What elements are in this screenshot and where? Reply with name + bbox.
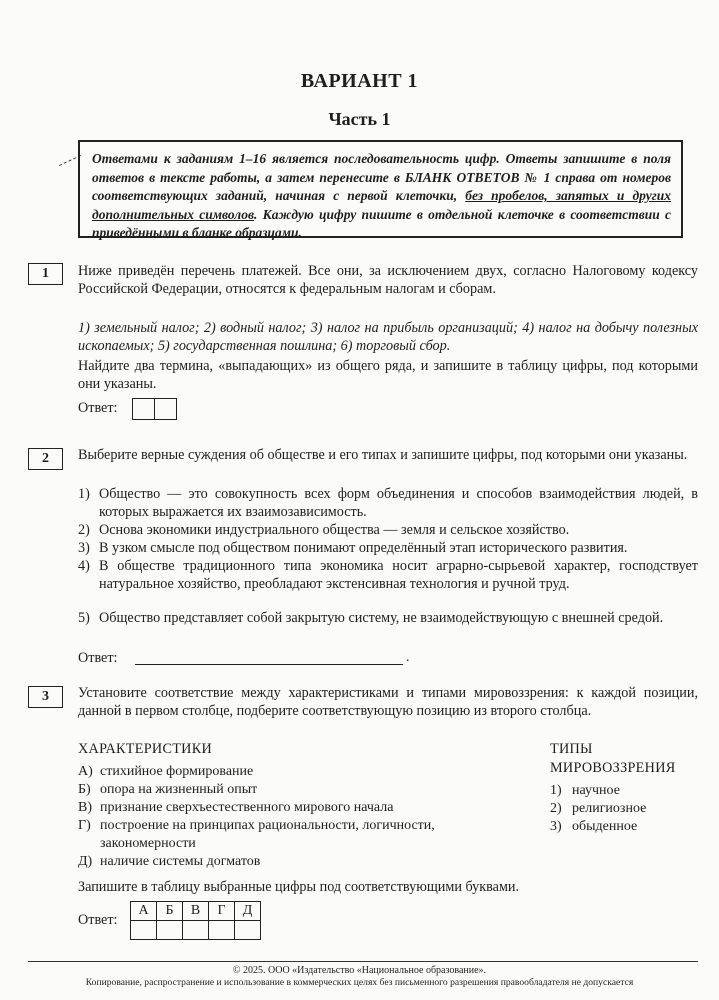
option-text: Общество представляет собой закрытую систему, не взаимодействующую с внешней средой. bbox=[99, 610, 664, 626]
task-1-answer-cell-2[interactable] bbox=[154, 398, 177, 420]
task-3-right-header-1: ТИПЫ bbox=[550, 741, 593, 757]
task-3-answer-table bbox=[130, 901, 261, 940]
task-3-number: 3 bbox=[28, 686, 63, 708]
task-2-intro: Выберите верные суждения об обществе и его типах и запишите цифры, под которыми они указаны. bbox=[78, 447, 688, 463]
item-letter: А) bbox=[78, 764, 93, 779]
instructions-text-a: Ответами к заданиям 1–16 является последовательность цифр. Ответы запишите в поля ответов в тексте работы, а затем перенесите в БЛАНК ОТВЕТОВ № 1 справа от номеров соответствующих заданий, начиная с первой клеточки, bbox=[92, 151, 671, 204]
left-item-b bbox=[78, 781, 528, 799]
instructions-text-b: . Каждую цифру пишите в отдельной клеточке в соответствии с приведёнными в бланке образцами. bbox=[92, 206, 671, 241]
footer-notice: Копирование, распространение и использование в коммерческих целях без письменного разрешения правообладателя не допускается bbox=[85, 977, 634, 988]
item-text: построение на принципах рациональности, логичности, закономерности bbox=[100, 818, 435, 851]
right-item-2 bbox=[550, 800, 700, 818]
task-1-number: 1 bbox=[28, 263, 63, 285]
task-2-option-1 bbox=[78, 485, 698, 521]
task-3-right-header-2: МИРОВОЗЗРЕНИЯ bbox=[550, 760, 676, 776]
task-2-option-4 bbox=[78, 557, 698, 593]
table-header-row bbox=[131, 902, 261, 921]
item-letter: Б) bbox=[78, 782, 91, 797]
task-1-answer-cell-1[interactable] bbox=[132, 398, 155, 420]
left-item-g bbox=[78, 817, 528, 853]
option-text: В узком смысле под обществом понимают определённый этап исторического развития. bbox=[99, 540, 628, 556]
task-1-answer-label: Ответ: bbox=[78, 400, 118, 416]
right-item-3 bbox=[550, 818, 700, 836]
item-text: обыденное bbox=[572, 819, 638, 834]
item-letter: В) bbox=[78, 800, 92, 815]
task-2-option-3 bbox=[78, 539, 698, 557]
option-text: Общество — это совокупность всех форм объединения и способов взаимодействия людей, в которых выражается их взаимозависимость. bbox=[99, 486, 698, 520]
item-text: наличие системы догматов bbox=[100, 854, 261, 869]
task-3-answer-label: Ответ: bbox=[78, 912, 118, 928]
left-item-d bbox=[78, 853, 528, 871]
item-text: стихийное формирование bbox=[100, 764, 254, 779]
right-item-1 bbox=[550, 782, 700, 800]
table-answer-cell[interactable] bbox=[183, 921, 209, 940]
option-text: Основа экономики индустриального общества — земля и сельское хозяйство. bbox=[99, 522, 570, 538]
footer-divider bbox=[28, 961, 698, 962]
item-number: 1) bbox=[550, 783, 562, 798]
instructions-box bbox=[78, 140, 683, 241]
option-text: В обществе традиционного типа экономика носит аграрно-сырьевой характер, господствует натуральное хозяйство, преобладают экстенсивная технология и ручной труд. bbox=[99, 558, 698, 592]
task-1-intro: Ниже приведён перечень платежей. Все они, за исключением двух, согласно Налоговому кодексу Российской Федерации, относятся к федеральным налогам и сборам. bbox=[78, 263, 698, 297]
option-number: 1) bbox=[78, 486, 90, 502]
task-3-table-instruction: Запишите в таблицу выбранные цифры под соответствующими буквами. bbox=[78, 879, 520, 895]
task-3-intro: Установите соответствие между характеристиками и типами мировоззрения: к каждой позиции, данной в первом столбце, подберите соответствующую позицию из второго столбца. bbox=[78, 685, 698, 719]
item-text: религиозное bbox=[572, 801, 647, 816]
option-number: 2) bbox=[78, 522, 90, 538]
table-answer-cell[interactable] bbox=[131, 921, 157, 940]
part-title: Часть 1 bbox=[328, 109, 391, 129]
table-answer-cell[interactable] bbox=[157, 921, 183, 940]
instructions-text-underlined: без пробелов, запятых и других дополнительных символов bbox=[92, 188, 671, 222]
table-letter-cell: Г bbox=[209, 902, 235, 921]
table-answer-row bbox=[131, 921, 261, 940]
task-1-question: Найдите два термина, «выпадающих» из общего ряда, и запишите в таблицу цифры, под которыми они указаны. bbox=[78, 358, 698, 392]
task-2-option-2 bbox=[78, 521, 698, 539]
item-text: опора на жизненный опыт bbox=[100, 782, 258, 797]
task-3-left-list bbox=[78, 763, 528, 871]
table-answer-cell[interactable] bbox=[209, 921, 235, 940]
task-1-items: 1) земельный налог; 2) водный налог; 3) налог на прибыль организаций; 4) налог на добычу полезных ископаемых; 5) государственная пошлина; 6) торговый сбор. bbox=[78, 320, 698, 354]
table-letter-cell: А bbox=[131, 902, 157, 921]
item-number: 2) bbox=[550, 801, 562, 816]
table-letter-cell: Д bbox=[235, 902, 261, 921]
option-number: 5) bbox=[78, 610, 90, 626]
task-2-answer-line[interactable] bbox=[135, 664, 403, 665]
left-item-v bbox=[78, 799, 528, 817]
item-text: признание сверхъестественного мирового начала bbox=[100, 800, 394, 815]
item-letter: Г) bbox=[78, 818, 91, 833]
table-answer-cell[interactable] bbox=[235, 921, 261, 940]
task-2-answer-end: . bbox=[406, 650, 410, 665]
item-number: 3) bbox=[550, 819, 562, 834]
task-3-right-list bbox=[550, 782, 700, 836]
item-letter: Д) bbox=[78, 854, 93, 869]
table-letter-cell: В bbox=[183, 902, 209, 921]
variant-title: ВАРИАНТ 1 bbox=[300, 70, 419, 92]
task-3-left-header: ХАРАКТЕРИСТИКИ bbox=[78, 741, 213, 757]
left-item-a bbox=[78, 763, 528, 781]
table-letter-cell: Б bbox=[157, 902, 183, 921]
task-2-answer-label: Ответ: bbox=[78, 650, 118, 666]
task-2-number: 2 bbox=[28, 448, 63, 470]
option-number: 3) bbox=[78, 540, 90, 556]
task-2-option-5 bbox=[78, 609, 698, 627]
footer-copyright: © 2025. ООО «Издательство «Национальное образование». bbox=[232, 965, 487, 976]
option-number: 4) bbox=[78, 558, 90, 574]
item-text: научное bbox=[572, 783, 620, 798]
